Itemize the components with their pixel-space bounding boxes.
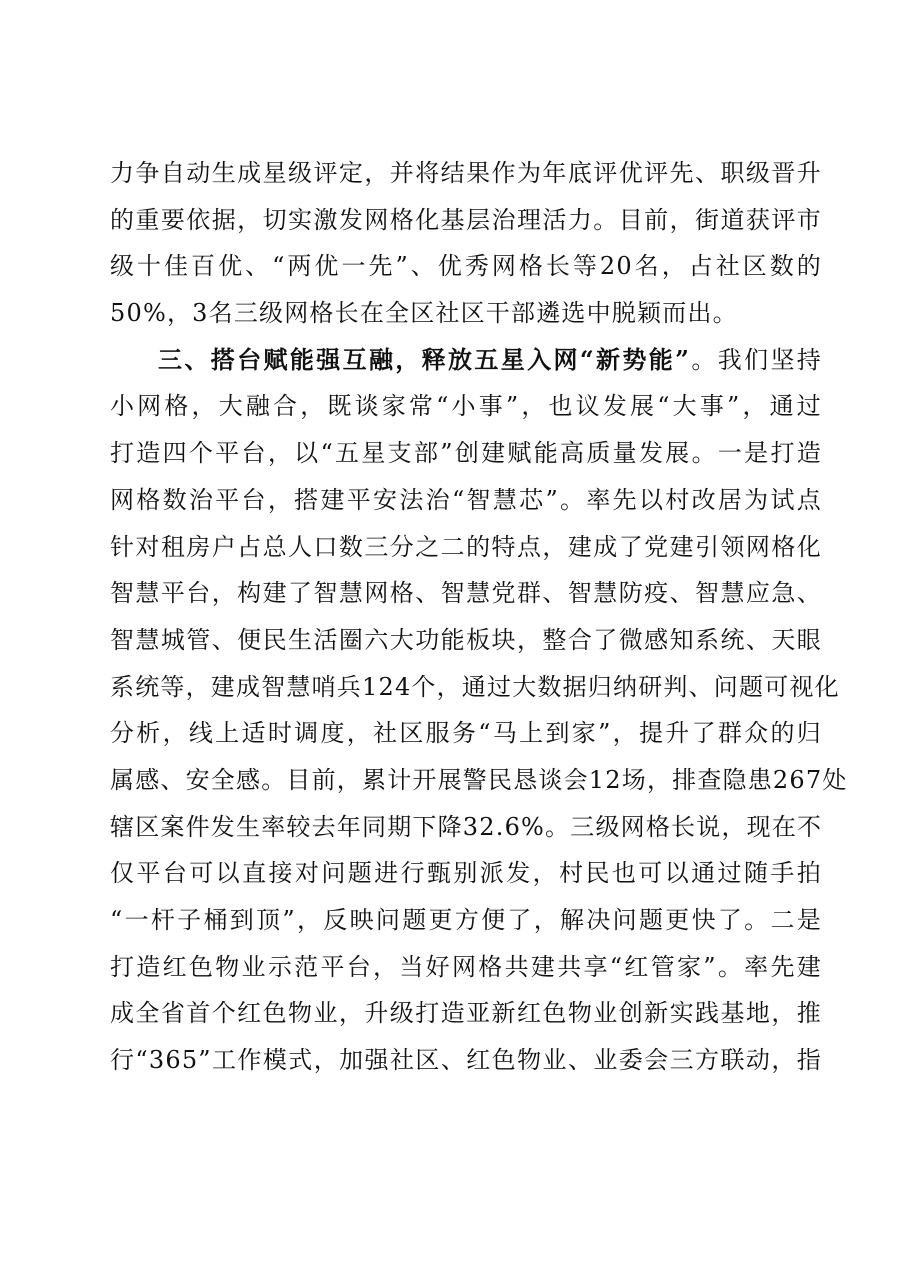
text-line: 网格数治平台，搭建平安法治“智慧芯”。率先以村改居为试点 [110,485,822,514]
text-line: 属感、安全感。目前，累计开展警民恳谈会12场，排查隐患267处 [110,765,848,794]
text-line: 力争自动生成星级评定，并将结果作为年底评优评先、职级晋升 [110,159,822,187]
text-line: 小网格，大融合，既谈家常“小事”，也议发展“大事”，通过 [110,392,822,421]
text-line: 行“365”工作模式，加强社区、红色物业、业委会三方联动，指 [110,1046,822,1075]
text-line: 辖区案件发生率较去年同期下降32.6%。三级网格长说，现在不 [110,812,823,841]
text-line: 级十佳百优、“两优一先”、优秀网格长等20名，占社区数的 [110,252,822,281]
document-body [110,150,848,1084]
text-line: “一杆子桶到顶”，反映问题更方便了，解决问题更快了。二是 [110,906,822,934]
text-line: 智慧城管、便民生活圈六大功能板块，整合了微感知系统、天眼 [110,625,822,654]
text-line: 仅平台可以直接对问题进行甄别派发，村民也可以通过随手拍 [110,859,822,888]
text-line: 智慧平台，构建了智慧网格、智慧党群、智慧防疫、智慧应急、 [110,579,822,608]
text-line: 系统等，建成智慧哨兵124个，通过大数据归纳研判、问题可视化 [110,672,840,701]
text-line: 分析，线上适时调度，社区服务“马上到家”，提升了群众的归 [110,719,822,748]
text-line: 的重要依据，切实激发网格化基层治理活力。目前，街道获评市 [110,205,822,234]
text-line: 打造四个平台，以“五星支部”创建赋能高质量发展。一是打造 [110,439,822,468]
heading-line-continuation: 。我们坚持 [690,345,823,374]
section-heading-line [110,337,822,384]
text-line: 50%，3名三级网格长在全区社区干部遴选中脱颖而出。 [110,299,738,328]
section-heading: 三、搭台赋能强互融，释放五星入网“新势能” [158,344,691,374]
text-line: 打造红色物业示范平台，当好网格共建共享“红管家”。率先建 [110,952,822,981]
text-line: 成全省首个红色物业，升级打造亚新红色物业创新实践基地，推 [110,999,822,1028]
text-line: 针对租房户占总人口数三分之二的特点，建成了党建引领网格化 [110,532,822,561]
